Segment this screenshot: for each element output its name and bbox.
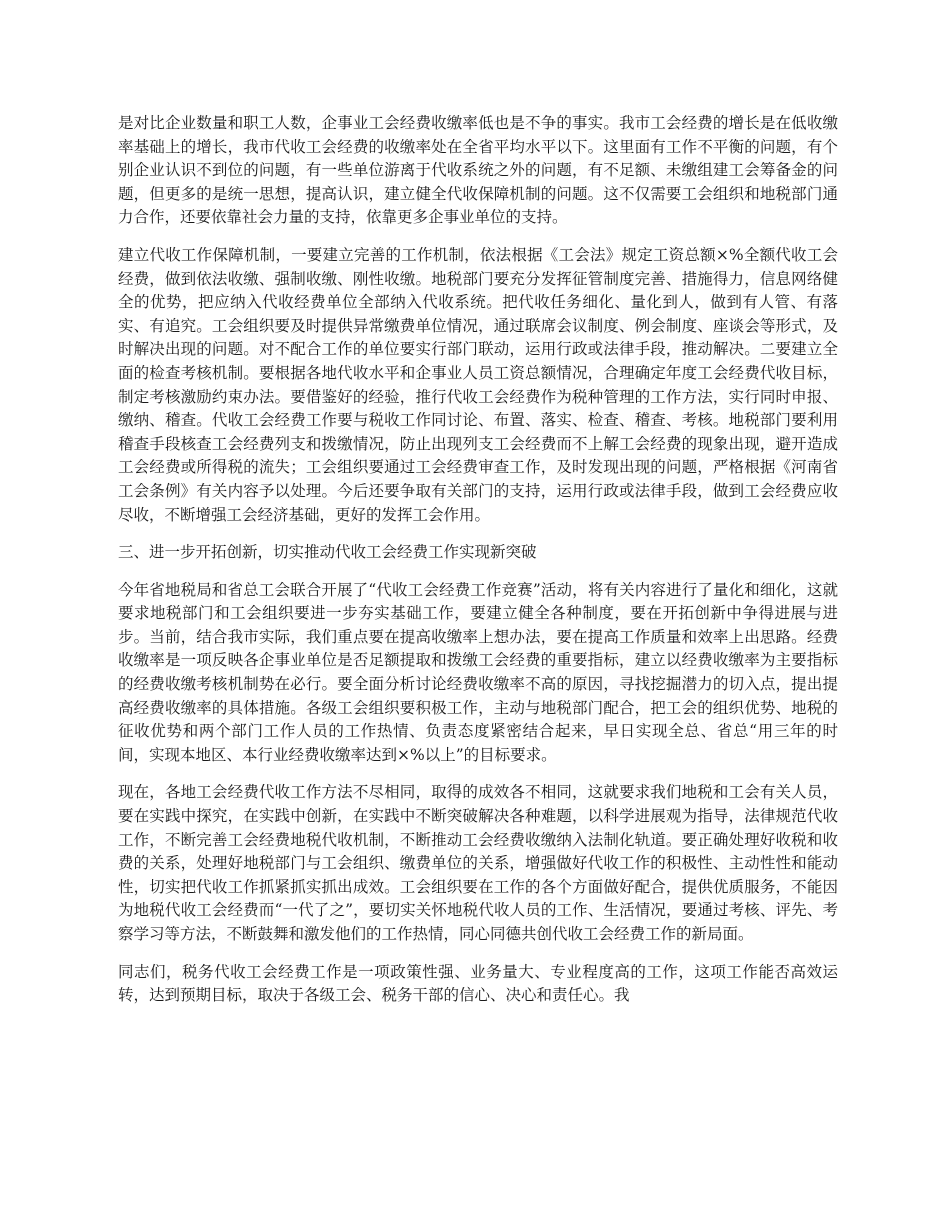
paragraph-methods: 现在，各地工会经费代收工作方法不尽相同，取得的成效各不相同，这就要求我们地税和工会有关人员，要在实践中探究，在实践中创新，在实践中不断突破解决各种难题，以科学进展观为指导，法律规范代收工作，不断完善工会经费地税代收机制，不断推动工会经费收缴纳入法制化轨道。要正确处理好收税和收费的关系，处理好地税部门与工会组织、缴费单位的关系，增强做好代收工作的积极性、主动性性和能动性，切实把代收工作抓紧抓实抓出成效。工会组织要在工作的各个方面做好配合，提供优质服务，不能因为地税代收工会经费而“一代了之”，要切实关怀地税代收人员的工作、生活情况，要通过考核、评先、考察学习等方法，不断鼓舞和激发他们的工作热情，同心同德共创代收工会经费工作的新局面。 bbox=[118, 783, 838, 943]
paragraph-guarantee-mechanism: 建立代收工作保障机制，一要建立完善的工作机制，依法根据《工会法》规定工资总额×%全额代收工会经费，做到依法收缴、强制收缴、刚性收缴。地税部门要充分发挥征管制度完善、措施得力，信息网络健全的优势，把应纳入代收经费单位全部纳入代收系统。把代收任务细化、量化到人，做到有人管、有落实、有追究。工会组织要及时提供异常缴费单位情况，通过联席会议制度、例会制度、座谈会等形式，及时解决出现的问题。对不配合工作的单位要实行部门联动，运用行政或法律手段，推动解决。二要建立全面的检查考核机制。要根据各地代收水平和企事业人员工资总额情况，合理确定年度工会经费代收目标，制定考核激励约束办法。要借鉴好的经验，推行代收工会经费作为税种管理的工作方法，实行同时申报、缴纳、稽查。代收工会经费工作要与税收工作同讨论、布置、落实、检查、稽查、考核。地税部门要利用稽查手段核查工会经费列支和拨缴情况，防止出现列支工会经费而不上解工会经费的现象出现，避开造成工会经费或所得税的流失；工会组织要通过工会经费审查工作，及时发现出现的问题，严格根据《河南省工会条例》有关内容予以处理。今后还要争取有关部门的支持，运用行政或法律手段，做到工会经费应收尽收，不断增强工会经济基础，更好的发挥工会作用。 bbox=[118, 245, 838, 524]
document-body bbox=[118, 112, 838, 1022]
paragraph-comrades: 同志们，税务代收工会经费工作是一项政策性强、业务量大、专业程度高的工作，这项工作能否高效运转，达到预期目标，取决于各级工会、税务干部的信心、决心和责任心。我 bbox=[118, 962, 838, 1005]
paragraph-competition: 今年省地税局和省总工会联合开展了“代收工会经费工作竞赛”活动，将有关内容进行了量化和细化，这就要求地税部门和工会组织要进一步夯实基础工作，要建立健全各种制度，要在开拓创新中争得进展与进步。当前，结合我市实际，我们重点要在提高收缴率上想办法，要在提高工作质量和效率上出思路。经费收缴率是一项反映各企事业单位是否足额提取和拨缴工会经费的重要指标，建立以经费收缴率为主要指标的经费收缴考核机制势在必行。要全面分析讨论经费收缴率不高的原因，寻找挖掘潜力的切入点，提出提高经费收缴率的具体措施。各级工会组织要积极工作，主动与地税部门配合，把工会的组织优势、地税的征收优势和两个部门工作人员的工作热情、负责态度紧密结合起来，早日实现全总、省总“用三年的时间，实现本地区、本行业经费收缴率达到×%以上”的目标要求。 bbox=[118, 580, 838, 764]
section-heading-three: 三、进一步开拓创新，切实推动代收工会经费工作实现新突破 bbox=[118, 543, 537, 562]
paragraph-intro: 是对比企业数量和职工人数，企事业工会经费收缴率低也是不争的事实。我市工会经费的增长是在低收缴率基础上的增长，我市代收工会经费的收缴率处在全省平均水平以下。这里面有工作不平衡的问题，有个别企业认识不到位的问题，有一些单位游离于代收系统之外的问题，有不足额、未缴组建工会筹备金的问题，但更多的是统一思想，提高认识，建立健全代收保障机制的问题。这不仅需要工会组织和地税部门通力合作，还要依靠社会力量的支持，依靠更多企事业单位的支持。 bbox=[118, 114, 838, 227]
